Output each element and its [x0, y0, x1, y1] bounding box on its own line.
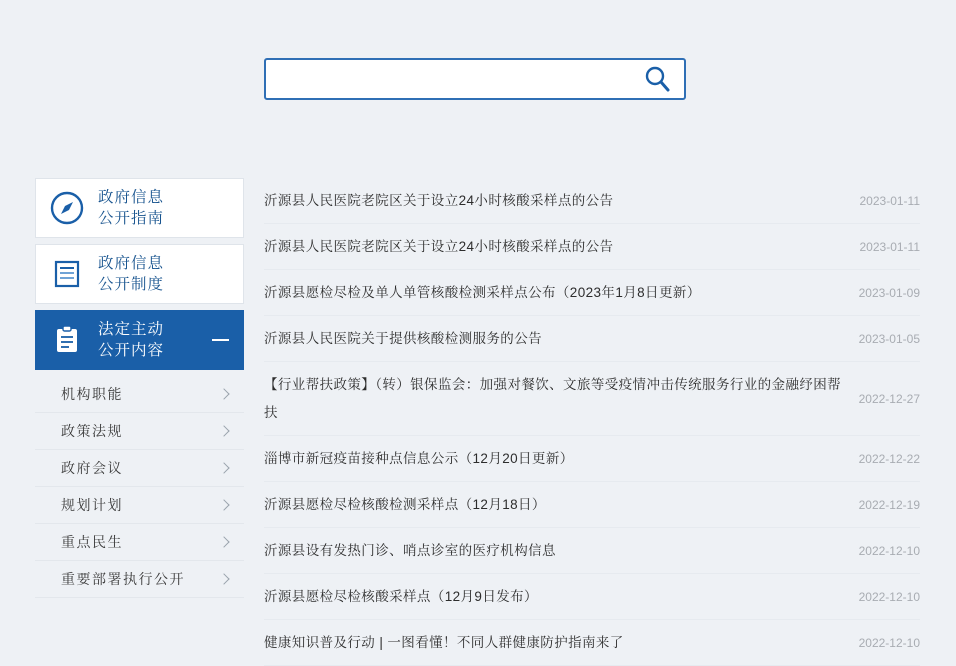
- news-title[interactable]: 沂源县愿检尽检及单人单管核酸检测采样点公布（2023年1月8日更新）: [264, 285, 701, 300]
- sidebar-card-statutory-line1: 法定主动: [98, 321, 165, 338]
- sidebar-item-meeting[interactable]: [35, 450, 244, 487]
- news-title[interactable]: 沂源县人民医院老院区关于设立24小时核酸采样点的公告: [264, 193, 614, 208]
- chevron-right-icon: [218, 536, 229, 547]
- search-button[interactable]: [630, 60, 684, 98]
- news-date: 2022-12-10: [858, 590, 920, 604]
- sidebar-item-policy[interactable]: [35, 413, 244, 450]
- sidebar-card-statutory-label: [98, 319, 164, 361]
- sidebar-card-statutory-line2: 公开内容: [98, 342, 165, 359]
- chevron-right-icon: [218, 573, 229, 584]
- sidebar-item-meeting-label: 政府会议: [61, 460, 123, 476]
- news-title[interactable]: 沂源县人民医院老院区关于设立24小时核酸采样点的公告: [264, 239, 614, 254]
- news-date: 2023-01-09: [858, 286, 920, 300]
- document-icon: [36, 245, 98, 303]
- chevron-right-icon: [218, 425, 229, 436]
- news-title[interactable]: 沂源县人民医院关于提供核酸检测服务的公告: [264, 331, 542, 346]
- news-date: 2023-01-11: [859, 194, 920, 208]
- clipboard-icon: [36, 311, 98, 369]
- sidebar-item-livelihood[interactable]: [35, 524, 244, 561]
- chevron-right-icon: [218, 388, 229, 399]
- sidebar-submenu: [35, 376, 244, 598]
- sidebar-item-livelihood-label: 重点民生: [61, 534, 123, 550]
- list-item[interactable]: [264, 482, 920, 528]
- news-date: 2022-12-19: [858, 498, 920, 512]
- list-item[interactable]: [264, 362, 920, 436]
- search-icon: [642, 64, 672, 94]
- sidebar: [35, 178, 244, 598]
- news-list: [264, 178, 920, 666]
- sidebar-card-system[interactable]: [35, 244, 244, 304]
- sidebar-item-organization[interactable]: [35, 376, 244, 413]
- sidebar-item-plan-label: 规划计划: [61, 497, 123, 513]
- list-item[interactable]: [264, 270, 920, 316]
- sidebar-item-deployment[interactable]: [35, 561, 244, 598]
- list-item[interactable]: [264, 178, 920, 224]
- list-item[interactable]: [264, 316, 920, 362]
- sidebar-card-guide-line1: 政府信息: [98, 189, 165, 206]
- list-item[interactable]: [264, 574, 920, 620]
- list-item[interactable]: [264, 528, 920, 574]
- list-item[interactable]: [264, 436, 920, 482]
- news-date: 2022-12-27: [858, 392, 920, 406]
- sidebar-card-guide[interactable]: [35, 178, 244, 238]
- news-date: 2023-01-11: [859, 240, 920, 254]
- news-title[interactable]: 健康知识普及行动 | 一图看懂！不同人群健康防护指南来了: [264, 635, 624, 650]
- sidebar-item-policy-label: 政策法规: [61, 423, 123, 439]
- compass-icon: [36, 179, 98, 237]
- news-title[interactable]: 沂源县愿检尽检核酸采样点（12月9日发布）: [264, 589, 538, 604]
- sidebar-card-statutory[interactable]: [35, 310, 244, 370]
- chevron-right-icon: [218, 499, 229, 510]
- search-input[interactable]: [266, 60, 630, 98]
- sidebar-item-deployment-label: 重要部署执行公开: [61, 571, 185, 587]
- search-bar[interactable]: [264, 58, 686, 100]
- news-date: 2022-12-10: [858, 544, 920, 558]
- news-title[interactable]: 淄博市新冠疫苗接种点信息公示（12月20日更新）: [264, 451, 574, 466]
- news-title[interactable]: 【行业帮扶政策】（转）银保监会：加强对餐饮、文旅等受疫情冲击传统服务行业的金融纾困帮扶: [264, 377, 842, 420]
- news-title[interactable]: 沂源县愿检尽检核酸检测采样点（12月18日）: [264, 497, 546, 512]
- sidebar-card-system-label: [98, 253, 164, 295]
- list-item[interactable]: [264, 620, 920, 666]
- sidebar-item-plan[interactable]: [35, 487, 244, 524]
- sidebar-card-system-line2: 公开制度: [98, 276, 165, 293]
- news-date: 2022-12-10: [858, 636, 920, 650]
- news-date: 2023-01-05: [858, 332, 920, 346]
- collapse-icon[interactable]: [212, 339, 229, 341]
- sidebar-item-organization-label: 机构职能: [61, 386, 123, 402]
- news-title[interactable]: 沂源县设有发热门诊、哨点诊室的医疗机构信息: [264, 543, 556, 558]
- news-date: 2022-12-22: [858, 452, 920, 466]
- chevron-right-icon: [218, 462, 229, 473]
- sidebar-card-system-line1: 政府信息: [98, 255, 165, 272]
- sidebar-card-guide-line2: 公开指南: [98, 210, 165, 227]
- list-item[interactable]: [264, 224, 920, 270]
- sidebar-card-guide-label: [98, 187, 164, 229]
